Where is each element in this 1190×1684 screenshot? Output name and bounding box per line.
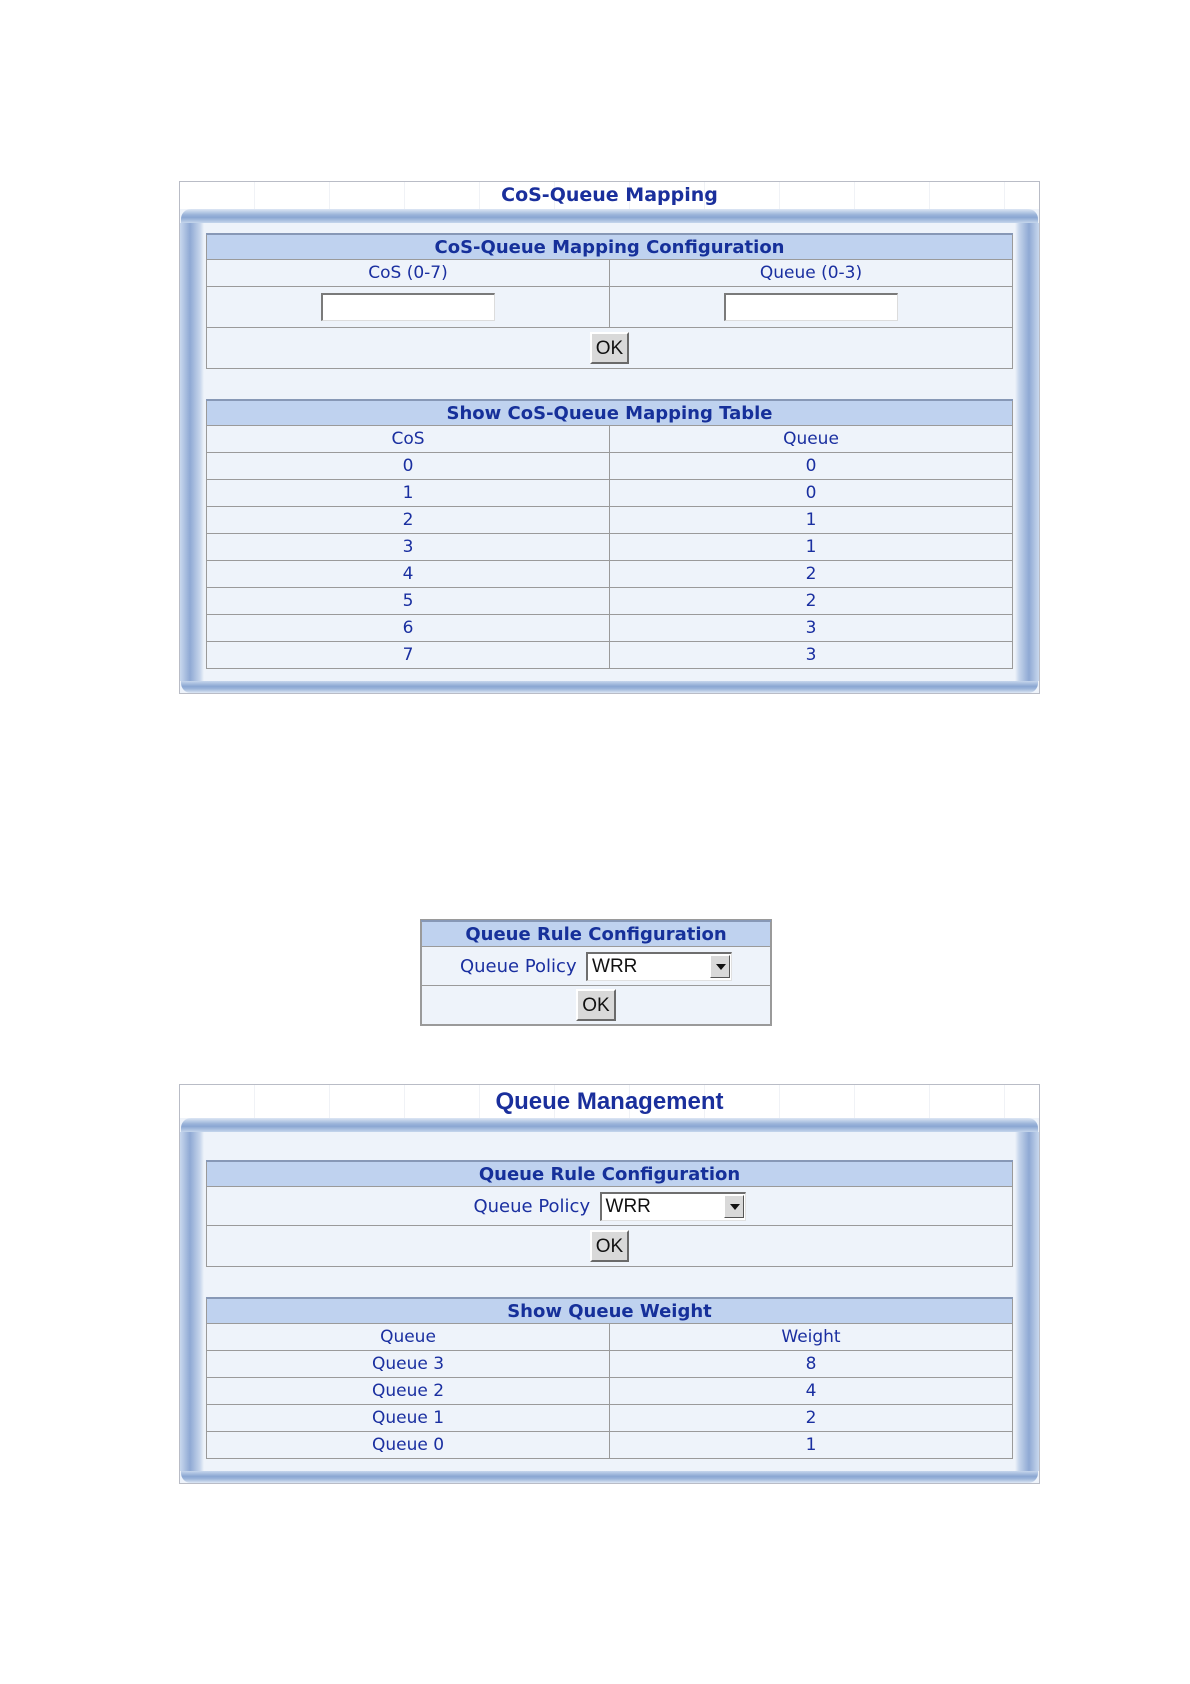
col-queue-header: Queue (0-3): [610, 260, 1013, 287]
ok-button[interactable]: OK: [590, 332, 629, 364]
policy-cell: [422, 947, 771, 986]
queue-policy-label: Queue Policy: [473, 1195, 591, 1217]
table-row: [207, 453, 1013, 480]
cos-cell: 3: [207, 534, 610, 561]
queue-cell: 2: [610, 588, 1013, 615]
queue-policy-value: WRR: [592, 955, 638, 977]
table-row: [207, 534, 1013, 561]
policy-cell: [207, 1187, 1013, 1226]
table-row: [207, 588, 1013, 615]
panel-top-bar: [181, 209, 1038, 223]
config-heading: CoS-Queue Mapping Configuration: [207, 234, 1013, 260]
cos-cell: 7: [207, 642, 610, 669]
queue-rule-heading: Queue Rule Configuration: [422, 921, 771, 947]
cos-input-cell: [207, 287, 610, 328]
table-row: [207, 1351, 1013, 1378]
queue-cell: Queue 3: [207, 1351, 610, 1378]
table-row: [207, 1378, 1013, 1405]
queue-input-cell: [610, 287, 1013, 328]
cos-cell: 0: [207, 453, 610, 480]
weight-cell: 2: [610, 1405, 1013, 1432]
weight-cell: 1: [610, 1432, 1013, 1459]
spacer: [206, 1267, 1013, 1297]
ok-cell: [207, 1226, 1013, 1267]
queue-cell: 0: [610, 453, 1013, 480]
queue-policy-select[interactable]: [586, 952, 732, 981]
queue-input[interactable]: [724, 293, 898, 321]
cos-cell: 4: [207, 561, 610, 588]
queue-cell: 1: [610, 534, 1013, 561]
weight-heading: Show Queue Weight: [207, 1298, 1013, 1324]
cos-queue-config-table: [206, 233, 1013, 369]
panel-title: Queue Management: [180, 1085, 1039, 1118]
chevron-down-icon[interactable]: [710, 955, 730, 978]
queue-rule-table: [421, 920, 771, 1025]
queue-management-panel: [179, 1084, 1040, 1484]
queue-rule-config-box: [420, 919, 772, 1026]
queue-cell: Queue 1: [207, 1405, 610, 1432]
table-row: [207, 642, 1013, 669]
panel-body: [180, 1132, 1039, 1471]
panel-bottom-bar: [181, 1471, 1038, 1483]
queue-policy-value: WRR: [605, 1195, 651, 1217]
table-row: [207, 615, 1013, 642]
panel-title: CoS-Queue Mapping: [180, 182, 1039, 209]
queue-weight-table: [206, 1297, 1013, 1459]
table-row: [207, 507, 1013, 534]
weight-cell: 4: [610, 1378, 1013, 1405]
queue-cell: 1: [610, 507, 1013, 534]
queue-rule-heading: Queue Rule Configuration: [207, 1161, 1013, 1187]
queue-policy-select[interactable]: [600, 1192, 746, 1221]
panel-bottom-bar: [181, 681, 1038, 693]
cos-cell: 1: [207, 480, 610, 507]
queue-cell: 0: [610, 480, 1013, 507]
cos-queue-mapping-panel: [179, 181, 1040, 694]
cos-cell: 5: [207, 588, 610, 615]
table-row: [207, 1405, 1013, 1432]
queue-rule-table: [206, 1160, 1013, 1267]
table-row: [207, 480, 1013, 507]
table-row: [207, 561, 1013, 588]
spacer: [206, 369, 1013, 399]
cos-input[interactable]: [321, 293, 495, 321]
table-heading: Show CoS-Queue Mapping Table: [207, 400, 1013, 426]
col-queue: Queue: [610, 426, 1013, 453]
queue-cell: 3: [610, 642, 1013, 669]
panel-body: [180, 223, 1039, 681]
ok-button[interactable]: OK: [590, 1230, 629, 1262]
cos-cell: 2: [207, 507, 610, 534]
weight-cell: 8: [610, 1351, 1013, 1378]
col-queue: Queue: [207, 1324, 610, 1351]
queue-policy-label: Queue Policy: [459, 955, 577, 977]
ok-button[interactable]: OK: [576, 989, 615, 1021]
ok-cell: [207, 328, 1013, 369]
col-cos: CoS: [207, 426, 610, 453]
col-weight: Weight: [610, 1324, 1013, 1351]
col-cos-header: CoS (0-7): [207, 260, 610, 287]
queue-cell: Queue 0: [207, 1432, 610, 1459]
panel-top-bar: [181, 1118, 1038, 1132]
chevron-down-icon[interactable]: [724, 1195, 744, 1218]
table-row: [207, 1432, 1013, 1459]
cos-cell: 6: [207, 615, 610, 642]
ok-cell: [422, 986, 771, 1025]
queue-cell: Queue 2: [207, 1378, 610, 1405]
queue-cell: 2: [610, 561, 1013, 588]
cos-queue-mapping-table: [206, 399, 1013, 669]
queue-cell: 3: [610, 615, 1013, 642]
